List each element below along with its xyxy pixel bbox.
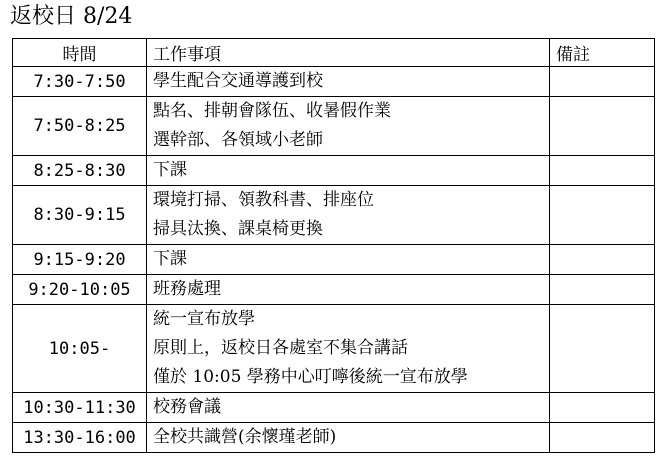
note-cell: [550, 423, 655, 453]
task-cell: [147, 305, 550, 393]
table-header-row: [13, 39, 655, 67]
task-line: 下課: [153, 160, 187, 180]
time-cell: 10:05-: [13, 305, 147, 393]
task-line: 學生配合交通導護到校: [153, 71, 323, 91]
table-row: [13, 305, 655, 393]
task-cell: [147, 245, 550, 275]
schedule-table: [12, 38, 655, 453]
table-row: [13, 245, 655, 275]
time-cell: 7:30-7:50: [13, 67, 147, 97]
column-header-task: 工作事項: [147, 39, 550, 67]
task-line: 原則上，返校日各處室不集合講話: [153, 338, 408, 358]
note-cell: [550, 97, 655, 156]
task-line: 選幹部、各領域小老師: [153, 130, 323, 150]
task-line: 環境打掃、領教科書、排座位: [153, 190, 374, 210]
note-cell: [550, 305, 655, 393]
task-cell: [147, 423, 550, 453]
task-line: 下課: [153, 249, 187, 269]
note-cell: [550, 186, 655, 245]
table-row: [13, 275, 655, 305]
table-row: [13, 423, 655, 453]
task-line: 班務處理: [153, 279, 221, 299]
note-cell: [550, 245, 655, 275]
note-cell: [550, 156, 655, 186]
table-row: [13, 97, 655, 156]
task-line: 全校共識營(余懷瑾老師): [153, 427, 337, 447]
table-row: [13, 67, 655, 97]
time-cell: 8:25-8:30: [13, 156, 147, 186]
task-cell: [147, 67, 550, 97]
task-cell: [147, 186, 550, 245]
column-header-note: 備註: [550, 39, 655, 67]
note-cell: [550, 275, 655, 305]
time-cell: 13:30-16:00: [13, 423, 147, 453]
table-row: [13, 186, 655, 245]
column-header-time: 時間: [13, 39, 147, 67]
note-cell: [550, 393, 655, 423]
time-cell: 7:50-8:25: [13, 97, 147, 156]
task-cell: [147, 156, 550, 186]
page-title: 返校日 8/24: [10, 4, 133, 29]
task-line: 僅於 10:05 學務中心叮嚀後統一宣布放學: [153, 367, 468, 387]
time-cell: 9:20-10:05: [13, 275, 147, 305]
task-cell: [147, 275, 550, 305]
time-cell: 9:15-9:20: [13, 245, 147, 275]
time-cell: 10:30-11:30: [13, 393, 147, 423]
task-line: 掃具汰換、課桌椅更換: [153, 219, 323, 239]
time-cell: 8:30-9:15: [13, 186, 147, 245]
table-row: [13, 393, 655, 423]
task-cell: [147, 393, 550, 423]
note-cell: [550, 67, 655, 97]
task-line: 校務會議: [153, 397, 221, 417]
task-line: 統一宣布放學: [153, 309, 255, 329]
table-row: [13, 156, 655, 186]
task-line: 點名、排朝會隊伍、收暑假作業: [153, 101, 391, 121]
task-cell: [147, 97, 550, 156]
